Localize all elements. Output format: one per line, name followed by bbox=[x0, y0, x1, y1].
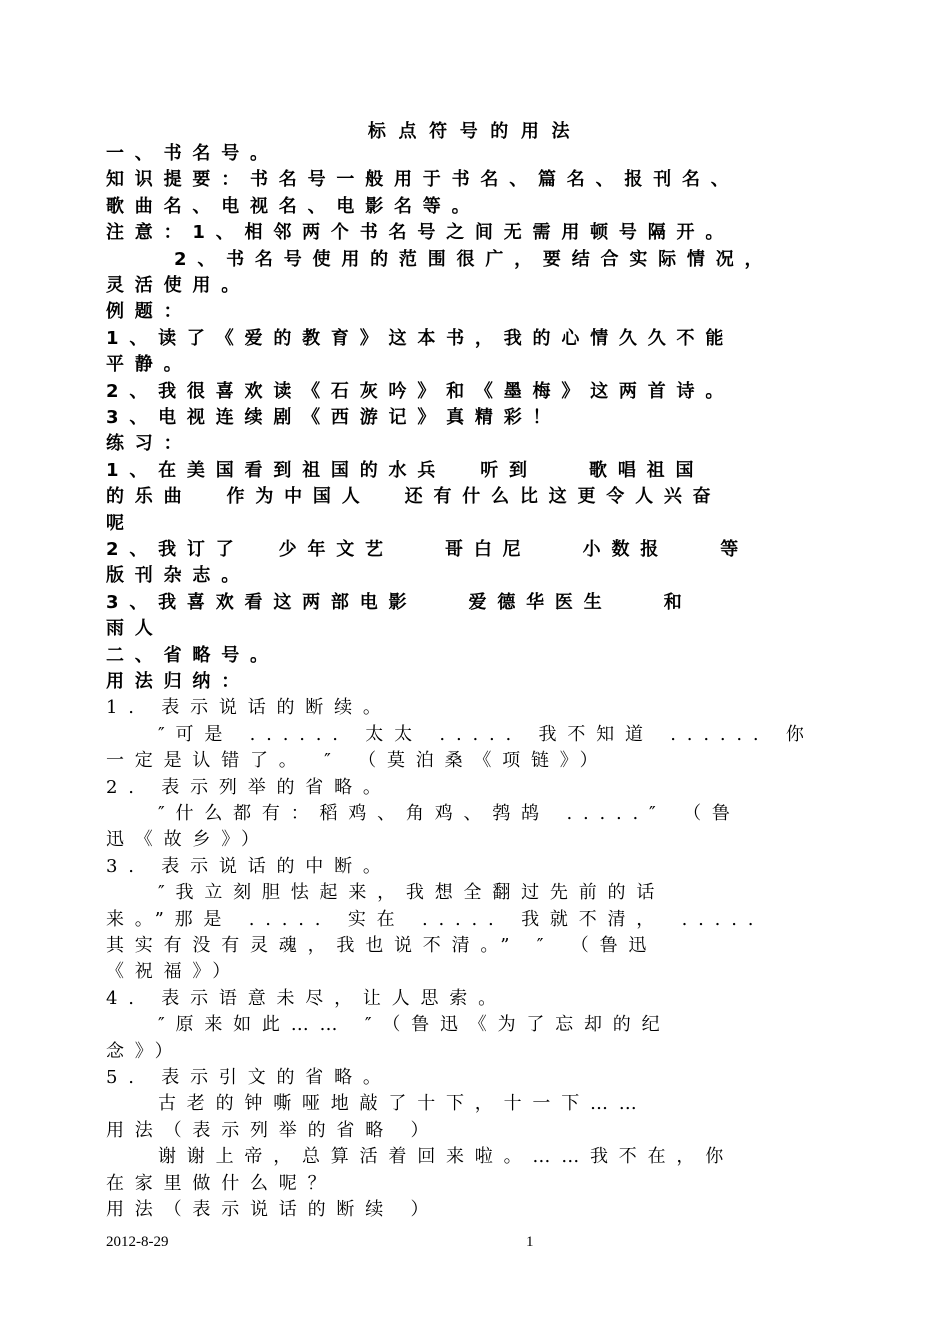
text-line: 二、省略号。 bbox=[106, 644, 279, 666]
text-line: 2、我订了 少年文艺 哥白尼 小数报 等 bbox=[106, 539, 750, 560]
text-line: 1、读了《爱的教育》这本书，我的心情久久不能 bbox=[106, 327, 735, 349]
text-line: ″我立刻胆怯起来，我想全翻过先前的话 bbox=[158, 882, 666, 904]
text-line: 知识提要：书名号一般用于书名、篇名、报刊名、 bbox=[106, 169, 740, 191]
text-line: 雨人 bbox=[106, 618, 164, 640]
footer-date: 2012-8-29 bbox=[106, 1234, 169, 1250]
text-line: 的乐曲 作为中国人 还有什么比这更令人兴奋 bbox=[106, 486, 722, 508]
text-line: 古老的钟嘶哑地敲了十下，十一下…… bbox=[158, 1093, 648, 1115]
text-line: 歌曲名、电视名、电影名等。 bbox=[106, 195, 481, 217]
text-line: 用法归纳： bbox=[106, 671, 250, 692]
text-line: ″什么都有：稻鸡、角鸡、鹁鸪 .....″ （鲁 bbox=[158, 803, 741, 824]
text-line: 来。”那是 ..... 实在 ..... 我就不清， ..... bbox=[106, 908, 765, 930]
text-line: 2、我很喜欢读《石灰吟》和《墨梅》这两首诗。 bbox=[106, 380, 735, 402]
text-line: 灵活使用。 bbox=[106, 275, 250, 296]
text-line: 版刊杂志。 bbox=[106, 565, 250, 587]
text-line: 2、书名号使用的范围很广，要结合实际情况， bbox=[174, 248, 774, 270]
text-line: 一定是认错了。 ″ （莫泊桑《项链》） bbox=[106, 750, 609, 772]
text-line: 谢谢上帝，总算活着回来啦。……我不在，你 bbox=[158, 1146, 734, 1168]
text-line: 练习： bbox=[106, 433, 193, 455]
footer-page-number: 1 bbox=[526, 1234, 534, 1250]
text-line: 4. 表示语意未尽，让人思索。 bbox=[106, 987, 507, 1009]
text-line: 《祝福》） bbox=[106, 961, 241, 983]
text-line: 3、电视连续剧《西游记》真精彩！ bbox=[106, 407, 562, 428]
text-line: 迅《故乡》） bbox=[106, 829, 270, 851]
text-line: 其实有没有灵魂，我也说不清。” ″ （鲁迅 bbox=[106, 935, 658, 956]
text-line: 平静。 bbox=[106, 354, 193, 376]
text-line: 呢 bbox=[106, 512, 135, 534]
text-line: 用法（表示说话的断续 ） bbox=[106, 1199, 440, 1220]
text-line: 念》） bbox=[106, 1040, 184, 1062]
text-line: 5. 表示引文的省略。 bbox=[106, 1067, 392, 1088]
text-line: 在家里做什么呢？ bbox=[106, 1172, 337, 1194]
text-line: 3. 表示说话的中断。 bbox=[106, 855, 392, 877]
text-line: 2. 表示列举的省略。 bbox=[106, 776, 392, 798]
text-line: 3、我喜欢看这两部电影 爱德华医生 和 bbox=[106, 591, 693, 613]
text-line: 例题： bbox=[106, 301, 193, 323]
text-line: 1. 表示说话的断续。 bbox=[106, 697, 392, 719]
text-line: ″可是 ...... 太太 ..... 我不知道 ...... 你 bbox=[158, 723, 815, 745]
text-line: 用法（表示列举的省略 ） bbox=[106, 1119, 440, 1141]
page-title: 标点符号的用法 bbox=[367, 121, 583, 142]
text-line: 一、书名号。 bbox=[106, 143, 279, 164]
text-line: 注意：1、相邻两个书名号之间无需用顿号隔开。 bbox=[106, 222, 735, 244]
text-line: ″原来如此…… ″（鲁迅《为了忘却的纪 bbox=[158, 1014, 671, 1036]
text-line: 1、在美国看到祖国的水兵 听到 歌唱祖国 bbox=[106, 459, 705, 481]
